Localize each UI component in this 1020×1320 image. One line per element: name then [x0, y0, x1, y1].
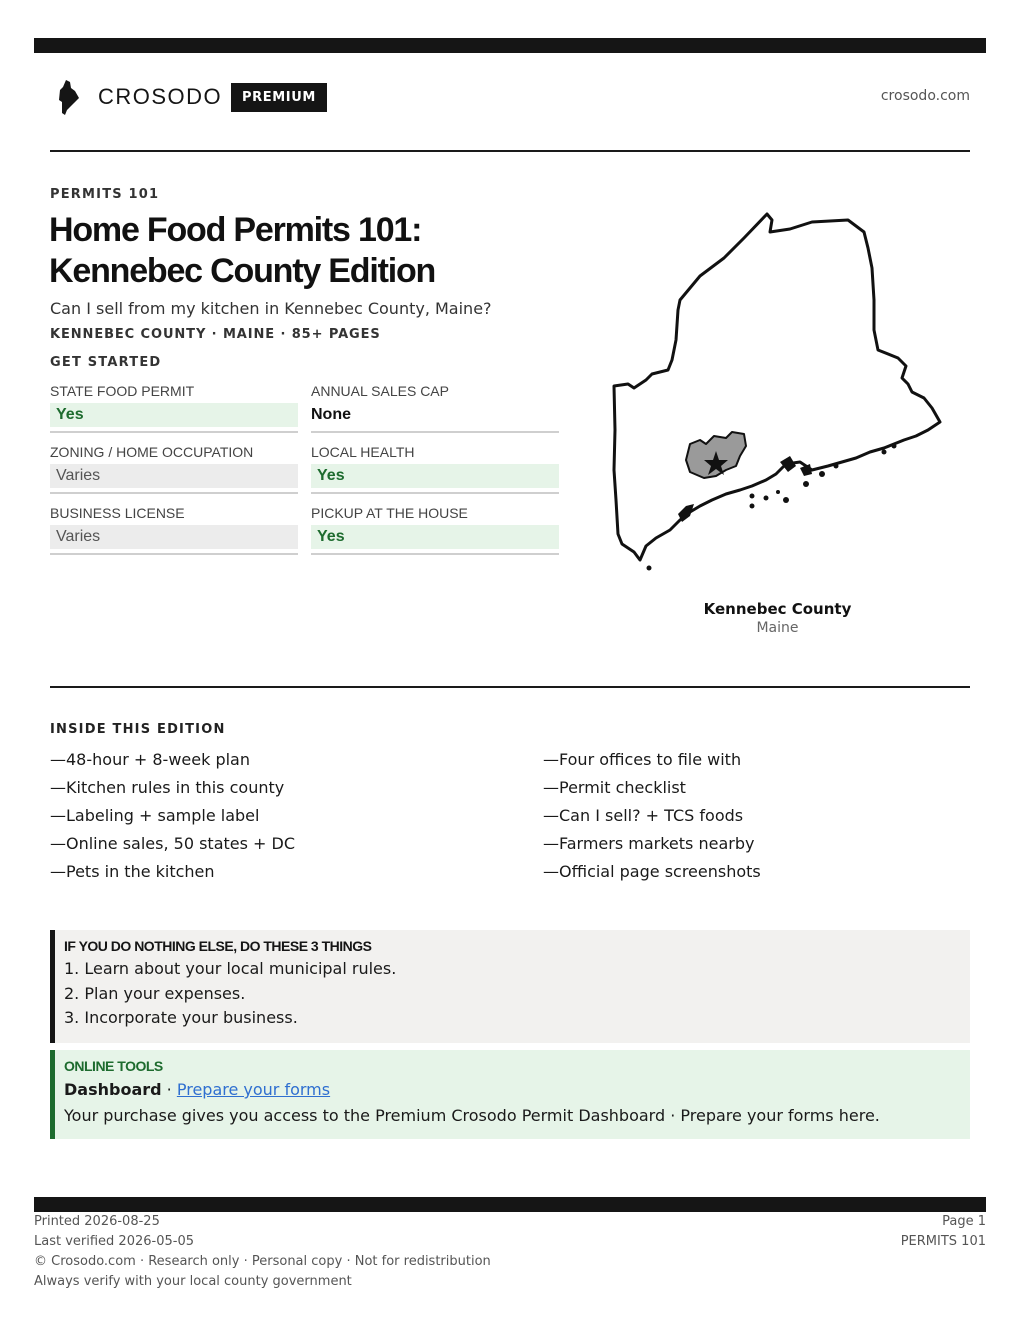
- fact-divider: [311, 431, 559, 433]
- footer-left: [34, 1212, 491, 1292]
- verify-note: Always verify with your local county government: [34, 1274, 352, 1289]
- fact-label: ANNUAL SALES CAP: [311, 383, 449, 399]
- toc-item: —Kitchen rules in this county: [50, 778, 285, 797]
- fact-divider: [50, 553, 298, 555]
- fact-label: LOCAL HEALTH: [311, 444, 415, 460]
- header-divider: [50, 150, 970, 152]
- three-things-callout: [50, 930, 970, 1043]
- callout-title: IF YOU DO NOTHING ELSE, DO THESE 3 THINGS: [64, 938, 372, 954]
- maine-outline: [614, 214, 940, 560]
- online-tools-callout: [50, 1050, 970, 1139]
- fact-zoning-home-occupation: [50, 444, 298, 505]
- dashboard-line: [64, 1077, 970, 1103]
- fact-local-health: [311, 444, 559, 505]
- callout-item: 3. Incorporate your business.: [64, 1008, 298, 1027]
- fact-value: Yes: [311, 464, 559, 488]
- inside-edition-heading: INSIDE THIS EDITION: [50, 722, 226, 737]
- map-caption: [680, 600, 875, 636]
- fact-value: None: [311, 406, 351, 423]
- footer-section: PERMITS 101: [900, 1234, 986, 1249]
- footer-right: [901, 1212, 986, 1252]
- fact-label: PICKUP AT THE HOUSE: [311, 505, 468, 521]
- fact-value: Varies: [50, 464, 298, 488]
- fact-divider: [50, 492, 298, 494]
- toc-right-column: [543, 748, 963, 888]
- maine-map: [605, 205, 950, 580]
- callout-title: ONLINE TOOLS: [64, 1058, 163, 1074]
- toc-item: —Farmers markets nearby: [543, 834, 755, 853]
- dashboard-label: Dashboard: [64, 1080, 162, 1099]
- toc-item: —Pets in the kitchen: [50, 862, 215, 881]
- fact-label: STATE FOOD PERMIT: [50, 383, 195, 399]
- facts-grid: [50, 383, 559, 566]
- verified-date: Last verified 2026-05-05: [34, 1234, 194, 1249]
- fact-value: Varies: [50, 525, 298, 549]
- bottom-bar: [34, 1197, 986, 1212]
- toc-item: —Labeling + sample label: [50, 806, 260, 825]
- get-started-heading: GET STARTED: [50, 355, 162, 370]
- toc-item: —Official page screenshots: [543, 862, 761, 881]
- toc-item: —Online sales, 50 states + DC: [50, 834, 296, 853]
- section-eyebrow: PERMITS 101: [50, 187, 160, 202]
- dashboard-description: Your purchase gives you access to the Premium Crosodo Permit Dashboard · Prepare your forms here.: [64, 1106, 880, 1125]
- page-number: Page 1: [942, 1214, 986, 1229]
- site-url[interactable]: crosodo.com: [880, 88, 970, 104]
- copyright-notice: © Crosodo.com · Research only · Personal copy · Not for redistribution: [34, 1254, 491, 1269]
- fact-value: Yes: [50, 403, 298, 427]
- fact-divider: [311, 553, 559, 555]
- top-bar: [34, 38, 986, 53]
- fact-state-food-permit: [50, 383, 298, 444]
- fact-business-license: [50, 505, 298, 566]
- title-line-2: Kennebec County Edition: [49, 252, 436, 290]
- edition-meta: KENNEBEC COUNTY · MAINE · 85+ PAGES: [50, 327, 381, 342]
- premium-badge: PREMIUM: [231, 83, 327, 112]
- brand-name: CROSODO: [98, 84, 223, 109]
- title-line-1: Home Food Permits 101:: [49, 211, 422, 249]
- toc-item: —Can I sell? + TCS foods: [543, 806, 744, 825]
- prepare-forms-link[interactable]: Prepare your forms: [176, 1080, 331, 1099]
- header: [50, 78, 970, 118]
- fact-annual-sales-cap: [311, 383, 559, 444]
- map-state-name: Maine: [756, 620, 799, 636]
- callout-item: 1. Learn about your local municipal rules.: [64, 959, 397, 978]
- toc-item: —48-hour + 8-week plan: [50, 750, 250, 769]
- fact-label: ZONING / HOME OCCUPATION: [50, 444, 254, 460]
- fact-divider: [50, 431, 298, 433]
- callout-item: 2. Plan your expenses.: [64, 983, 246, 1003]
- printed-date: Printed 2026-08-25: [34, 1214, 160, 1229]
- fact-divider: [311, 492, 559, 494]
- section-divider: [50, 686, 970, 688]
- dashboard-separator: ·: [161, 1080, 177, 1099]
- fact-label: BUSINESS LICENSE: [50, 505, 185, 521]
- toc-item: —Permit checklist: [543, 778, 686, 797]
- toc-item: —Four offices to file with: [543, 750, 742, 769]
- fact-pickup-at-the-house: [311, 505, 559, 566]
- page-title: [49, 210, 569, 292]
- map-county-name: Kennebec County: [703, 600, 852, 618]
- page-subtitle: Can I sell from my kitchen in Kennebec County, Maine?: [50, 299, 492, 318]
- toc-left-column: [50, 748, 470, 888]
- fact-value: Yes: [311, 525, 559, 549]
- maine-state-silhouette-icon: [58, 80, 80, 116]
